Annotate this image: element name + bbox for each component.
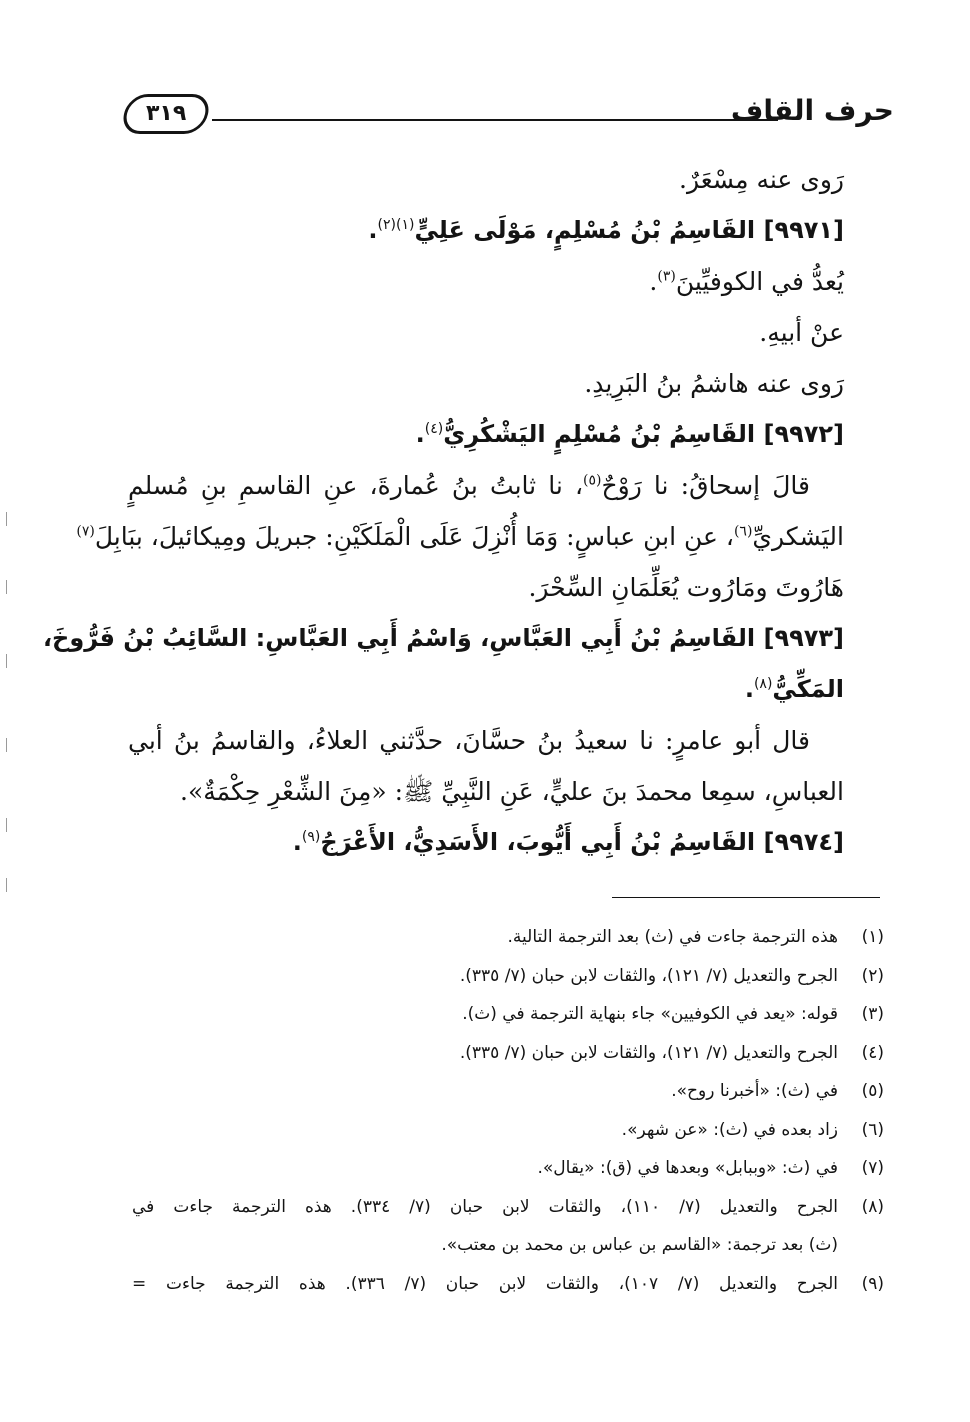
text-line [128,358,844,409]
entry-heading-text: [٩٩٧٣] القَاسِمُ بْنُ أَبِي العَبَّاسِ، وَاسْمُ أَبِي العَبَّاسِ: السَّائِبُ بْنُ فَرُّوخَ، [42,624,844,652]
footnote-item [132,1188,884,1227]
entry-heading-9973-cont [128,664,844,715]
punctuation: . [368,216,378,244]
footnote-marker[interactable]: (٧) [76,523,95,540]
footnote-item [132,1034,884,1073]
footnote-marker[interactable]: (٥) [583,472,602,489]
margin-tick-mark [6,738,7,752]
text-line [76,511,844,562]
punctuation: . [292,828,302,856]
footnote-number: (٢) [861,965,884,986]
main-text [42,154,844,868]
footnote-text: الجرح والتعديل (٧/ ١٠٧)، والثقات لابن حبان (٧/ ٣٣٦). هذه الترجمة جاءت = [132,1273,838,1294]
narration-line: يُعدُّ في الكوفيِّينَ [675,267,844,296]
footnote-marker[interactable]: (٤) [424,421,444,437]
margin-tick-mark [6,580,7,594]
footnote-text: الجرح والتعديل (٧/ ١١٠)، والثقات لابن حبان (٧/ ٣٣٤). هذه الترجمة جاءت في [132,1196,838,1217]
footnote-number: (٥) [861,1081,884,1101]
footnote-text: هذه الترجمة جاءت في (ث) بعد الترجمة التالية. [507,927,838,947]
narration-text: اليَشكريِّ [752,522,844,551]
footnote-number: (٦) [861,1119,884,1140]
entry-heading-9973 [42,613,844,664]
footnote-marker[interactable]: (٨) [753,676,773,692]
footnote-text: الجرح والتعديل (٧/ ١٢١)، والثقات لابن حبان (٧/ ٣٣٥). [459,1042,838,1063]
chapter-title: حرف القاف [730,94,894,127]
footnote-number: (٣) [861,1004,884,1024]
margin-tick-mark [6,818,7,832]
text-line [128,460,844,511]
narration-text: قال أبو عامرٍ: نا سعيدُ بنُ حسَّانَ، حدَّثني العلاءُ، والقاسمُ بنُ أبي [128,726,810,755]
punctuation: . [744,675,754,703]
footnote-number: (٧) [861,1158,884,1178]
narration-line: رَوى عنه مِسْعَرٌ. [679,165,844,194]
margin-tick-mark [6,654,7,668]
footnote-marker[interactable]: (٩) [301,829,321,845]
entry-heading-9972 [128,409,844,460]
punctuation: . [415,420,425,448]
text-line [128,562,844,613]
entry-heading-text: المَكِّيُّ [772,675,844,703]
footnote-text: (ث) بعد ترجمة: «القاسم بن عباس بن محمد بن معتب». [441,1235,838,1255]
text-line [128,766,844,817]
entry-heading-text: [٩٩٧١] القَاسِمُ بْنُ مُسْلِمٍ، مَوْلَى عَلِيٍّ [414,216,844,244]
text-line [128,307,844,358]
footnote-number-spacer [838,1226,884,1265]
footnote-item [132,1149,884,1188]
footnote-number: (١) [861,927,884,947]
text-line [128,715,844,766]
entry-heading-9971 [128,205,844,256]
footnote-item [132,995,884,1034]
footnote-text: في (ث: «وببابل» وبعدها في (ق): «يقال». [537,1158,838,1178]
footnote-text: قوله: «يعد في الكوفيين» جاء بنهاية الترجمة في (ث). [462,1004,838,1024]
punctuation: . [649,267,658,296]
footnote-marker[interactable]: (١)(٢) [377,217,415,233]
narration-text: العباسِ، سمِعا محمدَ بنَ عليٍّ، عَنِ النَّبِيِّ ﷺ: «مِنَ الشِّعْرِ حِكْمَةٌ». [180,777,844,806]
entry-heading-9974 [128,817,844,868]
narration-text: هَارُوتَ ومَارُوت يُعَلِّمَانِ السِّحْرَ. [528,573,844,602]
narration-line: رَوى عنه هاشمُ بنُ البَرِيدِ. [584,369,844,398]
narration-line: عنْ أبيهِ. [759,318,844,347]
narration-text: ، نا ثابتُ بنُ عُمارةَ، عنِ القاسمِ بنِ مُسلمٍ [128,471,584,500]
footnote-marker[interactable]: (٣) [657,268,676,285]
margin-tick-mark [6,512,7,526]
footnote-item-continuation [132,1226,884,1265]
footnote-text: الجرح والتعديل (٧/ ١٢١)، والثقات لابن حبان (٧/ ٣٣٥). [459,965,838,986]
footnotes [132,918,884,1303]
text-line [128,256,844,307]
page-number: ٣١٩ [145,101,187,126]
running-header [124,88,894,144]
entry-heading-text: [٩٩٧٢] القَاسِمُ بْنُ مُسْلِمٍ اليَشْكُرِيُّ [443,420,844,448]
footnote-text: زاد بعده في (ث): «عن شهر». [621,1119,838,1140]
header-rule [212,119,778,121]
footnote-item [132,957,884,996]
narration-text: قالَ إسحاقُ: نا رَوْحٌ [601,471,810,500]
footnote-item [132,918,884,957]
entry-heading-text: [٩٩٧٤] القَاسِمُ بْنُ أَبِي أَيُّوبَ، الأَسَدِيُّ، الأَعْرَجُ [320,828,844,856]
narration-text: ، عنِ ابنِ عباسٍ: وَمَا أُنْزِلَ عَلَى الْمَلَكَيْنِ: جبريلَ ومِيكائيلَ، ببَابِلَ [94,522,734,551]
footnote-text: في (ث): «أخبرنا روح». [671,1081,838,1101]
footnote-number: (٩) [861,1273,884,1294]
footnote-item [132,1072,884,1111]
footnote-item [132,1265,884,1304]
page-number-badge [120,94,213,134]
margin-tick-mark [6,878,7,892]
footnote-item [132,1111,884,1150]
footnote-marker[interactable]: (٦) [733,523,753,540]
footnote-number: (٨) [861,1196,884,1217]
footnote-separator [612,897,880,898]
footnote-number: (٤) [861,1042,884,1063]
text-line [128,154,844,205]
